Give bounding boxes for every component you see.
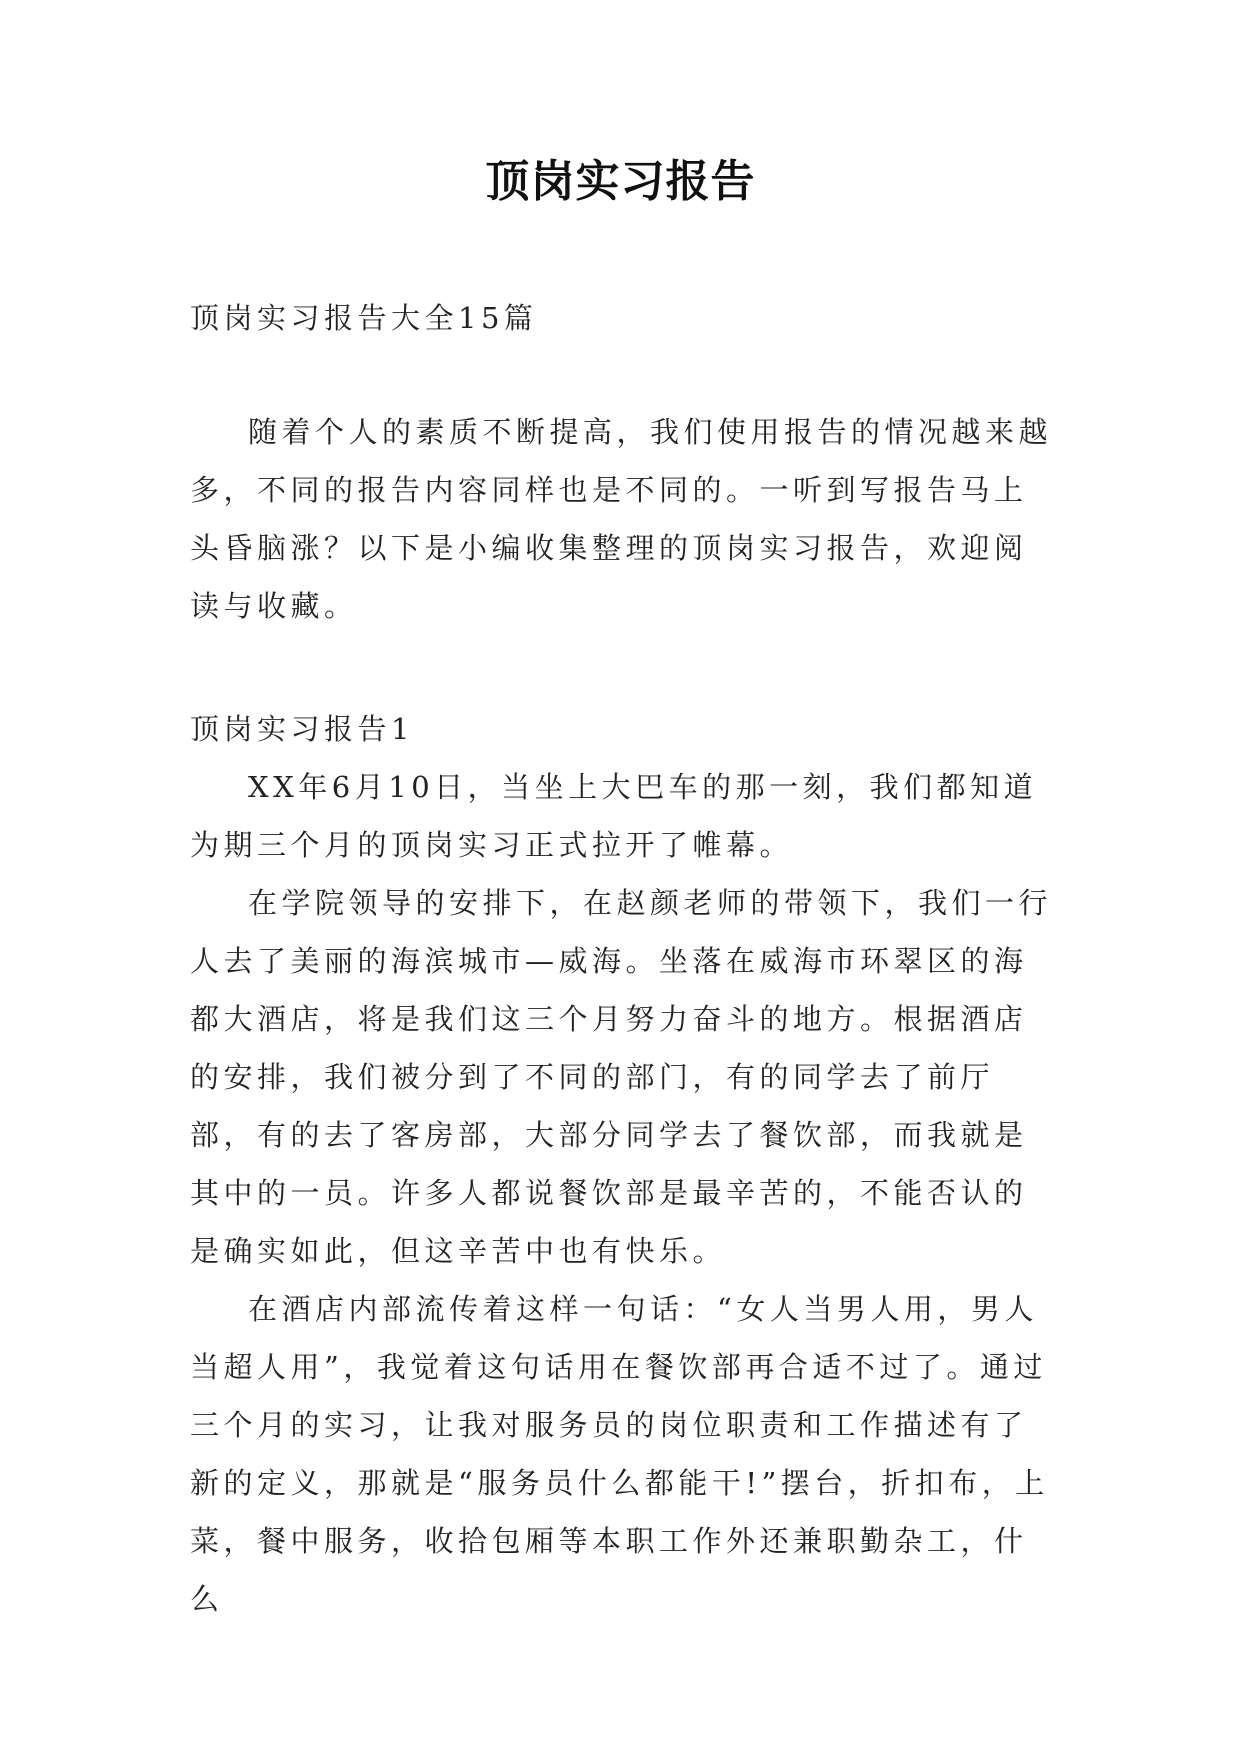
intro-text: 随着个人的素质不断提高，我们使用报告的情况越来越多，不同的报告内容同样也是不同的。一听到写报告马上头昏脑涨？以下是小编收集整理的顶岗实习报告，欢迎阅读与收藏。 — [190, 415, 1053, 623]
paragraph-1: XX年6月10日，当坐上大巴车的那一刻，我们都知道为期三个月的顶岗实习正式拉开了帷幕。 — [190, 770, 1038, 862]
document-subtitle: 顶岗实习报告大全15篇 — [190, 301, 538, 335]
section-heading: 顶岗实习报告1 — [190, 712, 414, 746]
paragraph-3: 在酒店内部流传着这样一句话：“女人当男人用，男人当超人用”，我觉着这句话用在餐饮部再合适不过了。通过三个月的实习，让我对服务员的岗位职责和工作描述有了新的定义，那就是“服务员什么都能干!”摆台，折扣布，上菜，餐中服务，收拾包厢等本职工作外还兼职勤杂工，什么 — [190, 1292, 1049, 1616]
section-body — [190, 758, 1060, 1628]
intro-paragraph — [190, 403, 1060, 635]
document-title: 顶岗实习报告 — [485, 156, 756, 207]
paragraph-2: 在学院领导的安排下，在赵颜老师的带领下，我们一行人去了美丽的海滨城市—威海。坐落在威海市环翠区的海都大酒店，将是我们这三个月努力奋斗的地方。根据酒店的安排，我们被分到了不同的部门，有的同学去了前厅部，有的去了客房部，大部分同学去了餐饮部，而我就是其中的一员。许多人都说餐饮部是最辛苦的，不能否认的是确实如此，但这辛苦中也有快乐。 — [190, 886, 1053, 1268]
